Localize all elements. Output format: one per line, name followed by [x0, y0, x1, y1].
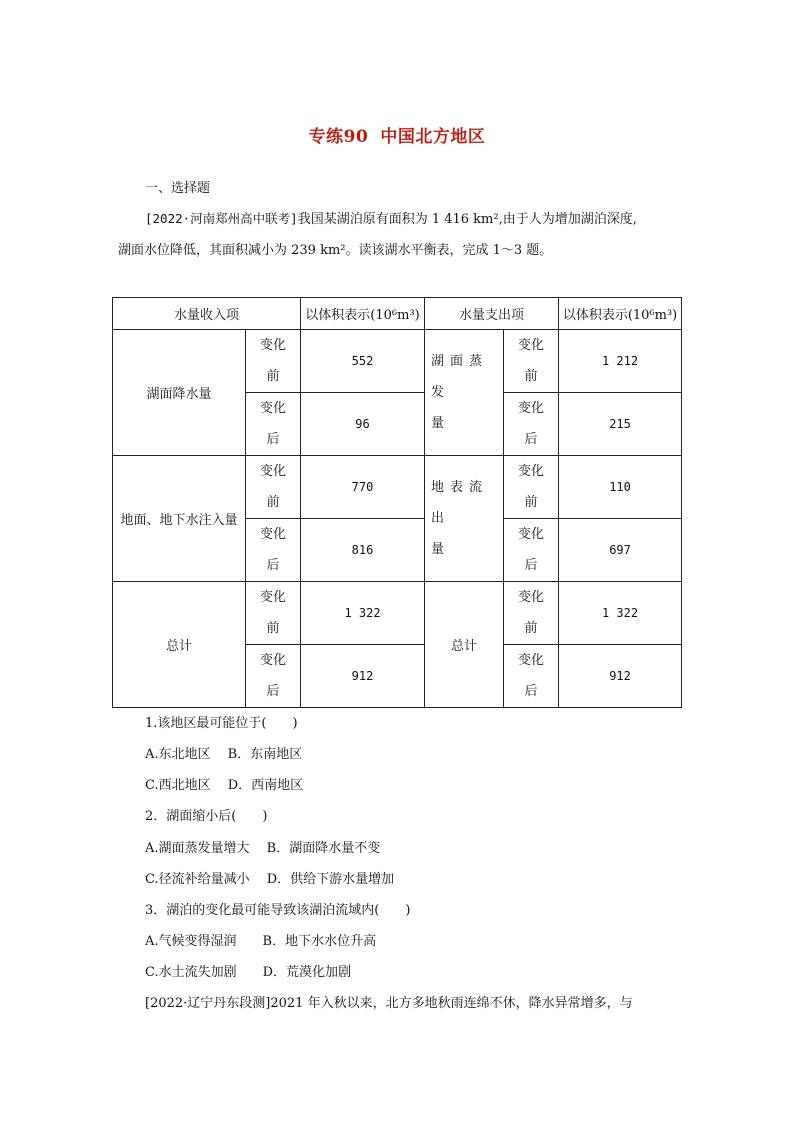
header-volume-2: 以体积表示(10⁶m³) — [559, 298, 682, 330]
table-row — [113, 456, 682, 519]
section-heading: 一、选择题 — [145, 181, 211, 196]
expense-before-value: 110 — [559, 456, 682, 519]
income-after-value: 816 — [301, 519, 425, 582]
income-before-value: 770 — [301, 456, 425, 519]
question-1-options-c-d: C.西北地区 D．西南地区 — [145, 778, 304, 793]
after-cell: 变化 后 — [504, 645, 559, 708]
intro-text-1: 我国某湖泊原有面积为 1 416 km²,由于人为增加湖泊深度, — [297, 212, 637, 227]
before-cell: 变化 前 — [246, 582, 301, 645]
expense-before-value: 1 322 — [559, 582, 682, 645]
title-code: 专练90 — [308, 127, 369, 147]
before-cell: 变化 前 — [246, 456, 301, 519]
question-2-stem: 2．湖面缩小后( ) — [145, 809, 268, 824]
income-before-value: 552 — [301, 330, 425, 393]
expense-label: 总计 — [425, 582, 504, 708]
after-cell: 变化 后 — [246, 645, 301, 708]
expense-after-value: 912 — [559, 645, 682, 708]
question-1-stem: 1.该地区最可能位于( ) — [145, 716, 298, 731]
income-label: 总计 — [113, 582, 246, 708]
expense-after-value: 697 — [559, 519, 682, 582]
header-volume: 以体积表示(10⁶m³) — [301, 298, 425, 330]
intro-source: [2022·河南郑州高中联考] — [145, 211, 298, 226]
table-header-row — [113, 298, 682, 330]
table-row — [113, 330, 682, 393]
income-after-value: 912 — [301, 645, 425, 708]
water-balance-table — [112, 297, 682, 708]
income-label: 湖面降水量 — [113, 330, 246, 456]
income-label: 地面、地下水注入量 — [113, 456, 246, 582]
expense-after-value: 215 — [559, 393, 682, 456]
after-cell: 变化 后 — [504, 393, 559, 456]
after-cell: 变化 后 — [246, 393, 301, 456]
next-passage-intro: [2022·辽宁丹东段测]2021 年入秋以来，北方多地秋雨连绵不休，降水异常增多，与 — [145, 996, 633, 1011]
before-cell: 变化 前 — [504, 456, 559, 519]
title-name: 中国北方地区 — [380, 127, 486, 147]
expense-label: 湖面蒸发 量 — [425, 330, 504, 456]
income-after-value: 96 — [301, 393, 425, 456]
table-row — [113, 582, 682, 645]
before-cell: 变化 前 — [504, 330, 559, 393]
header-expense: 水量支出项 — [425, 298, 559, 330]
question-2-options-a-b: A.湖面蒸发量增大 B．湖面降水量不变 — [145, 841, 381, 856]
after-cell: 变化 后 — [504, 519, 559, 582]
after-cell: 变化 后 — [246, 519, 301, 582]
question-3-options-a-b: A.气候变得湿润 B．地下水水位升高 — [145, 934, 377, 949]
expense-before-value: 1 212 — [559, 330, 682, 393]
question-3-stem: 3．湖泊的变化最可能导致该湖泊流域内( ) — [145, 903, 411, 918]
question-3-options-c-d: C.水土流失加剧 D．荒漠化加剧 — [145, 965, 352, 980]
before-cell: 变化 前 — [246, 330, 301, 393]
question-2-options-c-d: C.径流补给量减小 D．供给下游水量增加 — [145, 872, 395, 887]
page-title — [0, 122, 794, 147]
header-income: 水量收入项 — [113, 298, 301, 330]
question-1-options-a-b: A.东北地区 B．东南地区 — [145, 747, 303, 762]
expense-label: 地表流出 量 — [425, 456, 504, 582]
before-cell: 变化 前 — [504, 582, 559, 645]
intro-line-2: 湖面水位降低，其面积减小为 239 km²。读该湖水平衡表，完成 1～3 题。 — [118, 243, 553, 258]
income-before-value: 1 322 — [301, 582, 425, 645]
intro-line-1 — [145, 211, 637, 228]
